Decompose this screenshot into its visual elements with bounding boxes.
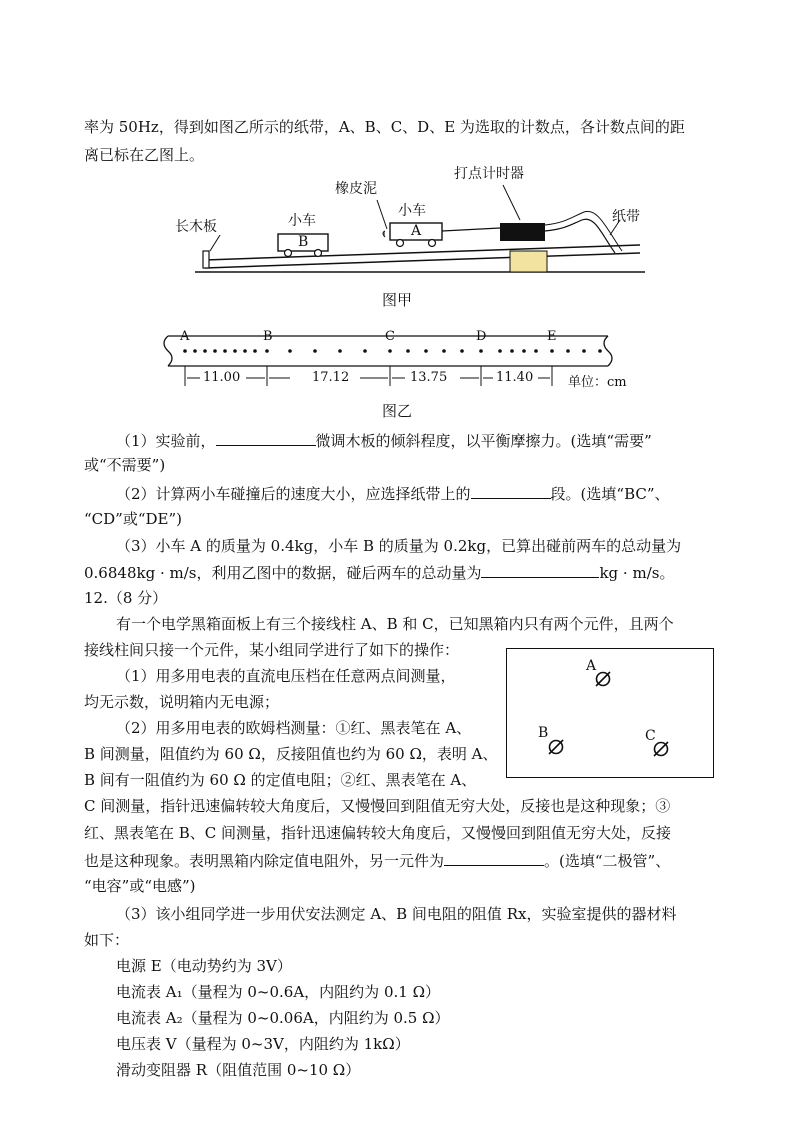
terminal-b-label: B [538, 725, 549, 741]
q12-line-5: （2）用多用电表的欧姆档测量：①红、黑表笔在 A、 [116, 719, 472, 737]
terminal-b [545, 736, 567, 758]
board-line-top [205, 245, 640, 260]
equipment-item-3: 电流表 A₂（量程为 0~0.06A，内阻约为 0.5 Ω） [116, 1009, 450, 1027]
q12-line-11: “电容”或“电感”) [84, 877, 196, 895]
q11-part3-cont: 0.6848kg · m/s，利用乙图中的数据，碰后两车的总动量为 kg · m/s。 [84, 564, 675, 582]
tape-point-a: A [180, 329, 190, 344]
q12-line-7: B 间有一阻值约为 60 Ω 的定值电阻；②红、黑表笔在 A、 [84, 771, 477, 789]
support-block [510, 251, 547, 272]
board-end-stop [203, 251, 209, 268]
caption-fig-b: 图乙 [382, 402, 413, 420]
distance-bc: 17.12 [312, 370, 350, 385]
distance-cd: 13.75 [410, 370, 448, 385]
label-cart-a: 小车 [398, 203, 426, 219]
q11-blank-1[interactable] [216, 430, 316, 446]
tape-unit: 单位：cm [568, 375, 627, 390]
terminal-a [592, 668, 614, 690]
q11-blank-3[interactable] [481, 562, 599, 578]
terminal-c-label: C [645, 728, 656, 744]
q12-line-3: （1）用多用电表的直流电压档在任意两点间测量， [116, 667, 456, 685]
label-cart-b-letter: B [298, 234, 309, 250]
q12-header: 12.（8 分） [84, 589, 168, 607]
terminal-a-label: A [586, 658, 597, 674]
terminal-c [650, 738, 672, 760]
tape-right-end [604, 336, 612, 366]
cart-a-wheel-2 [429, 240, 436, 247]
equipment-item-4: 电压表 V（量程为 0~3V，内阻约为 1kΩ） [116, 1035, 410, 1053]
label-board: 长木板 [175, 219, 217, 235]
intro-line-2: 离已标在乙图上。 [84, 146, 205, 164]
tape-point-d: D [476, 329, 487, 344]
q11-part3: （3）小车 A 的质量为 0.4kg，小车 B 的质量为 0.2kg，已算出碰前两车的总动量为 [116, 537, 682, 555]
q12-line-8: C 间测量，指针迅速偏转较大角度后，又慢慢回到阻值无穷大处，反接也是这种现象；③ [84, 797, 671, 815]
tape-left-end [164, 336, 172, 366]
putty [383, 231, 385, 237]
label-timer: 打点计时器 [454, 166, 524, 182]
q12-line-1: 有一个电学黑箱面板上有三个接线柱 A、B 和 C，已知黑箱内只有两个元件，且两个 [116, 615, 674, 633]
q11-part1-cont: 或“不需要”) [84, 456, 166, 474]
caption-fig-a: 图甲 [382, 291, 413, 309]
distance-de: 11.40 [496, 370, 534, 385]
label-cart-b: 小车 [288, 213, 316, 229]
q11-part2: （2）计算两小车碰撞后的速度大小，应选择纸带上的 段。(选填“BC”、 [116, 485, 670, 503]
label-putty: 橡皮泥 [335, 181, 377, 197]
q12-line-10: 也是这种现象。表明黑箱内除定值电阻外，另一元件为 。(选填“二极管”、 [84, 852, 671, 870]
cart-a-wheel-1 [397, 240, 404, 247]
q11-blank-2[interactable] [471, 483, 551, 499]
label-cart-a-letter: A [411, 223, 422, 239]
q11-part1: （1）实验前， 微调木板的倾斜程度，以平衡摩擦力。(选填“需要” [116, 432, 652, 450]
q12-line-12: （3）该小组同学进一步用伏安法测定 A、B 间电阻的阻值 Rx，实验室提供的器材料 [116, 905, 677, 923]
tape-point-c: C [385, 329, 395, 344]
intro-line-1: 率为 50Hz，得到如图乙所示的纸带，A、B、C、D、E 为选取的计数点，各计数点间的距 [84, 118, 685, 136]
tape-dots [183, 349, 602, 353]
cart-b-wheel-2 [315, 250, 322, 257]
equipment-item-1: 电源 E（电动势约为 3V） [116, 957, 292, 975]
equipment-item-2: 电流表 A₁（量程为 0~0.6A，内阻约为 0.1 Ω） [116, 983, 441, 1001]
board-line-bottom [205, 253, 640, 268]
q12-line-9: 红、黑表笔在 B、C 间测量，指针迅速偏转较大角度后，又慢慢回到阻值无穷大处，反接 [84, 824, 672, 842]
q11-part2-cont: “CD”或“DE”) [84, 510, 183, 528]
timer [500, 223, 545, 241]
q12-line-13: 如下： [84, 931, 130, 949]
tape-point-b: B [263, 329, 273, 344]
q12-blank-1[interactable] [444, 850, 544, 866]
tape-point-e: E [547, 329, 557, 344]
distance-ab: 11.00 [203, 370, 241, 385]
cart-b-wheel-1 [285, 250, 292, 257]
paper-tape [442, 228, 500, 231]
q12-line-4: 均无示数，说明箱内无电源； [84, 693, 280, 711]
equipment-item-5: 滑动变阻器 R（阻值范围 0~10 Ω） [116, 1061, 361, 1079]
label-tape: 纸带 [612, 209, 640, 225]
q12-line-2: 接线柱间只接一个元件，某小组同学进行了如下的操作： [84, 641, 460, 659]
q12-line-6: B 间测量，阻值约为 60 Ω，反接阻值也约为 60 Ω，表明 A、 [84, 745, 498, 763]
